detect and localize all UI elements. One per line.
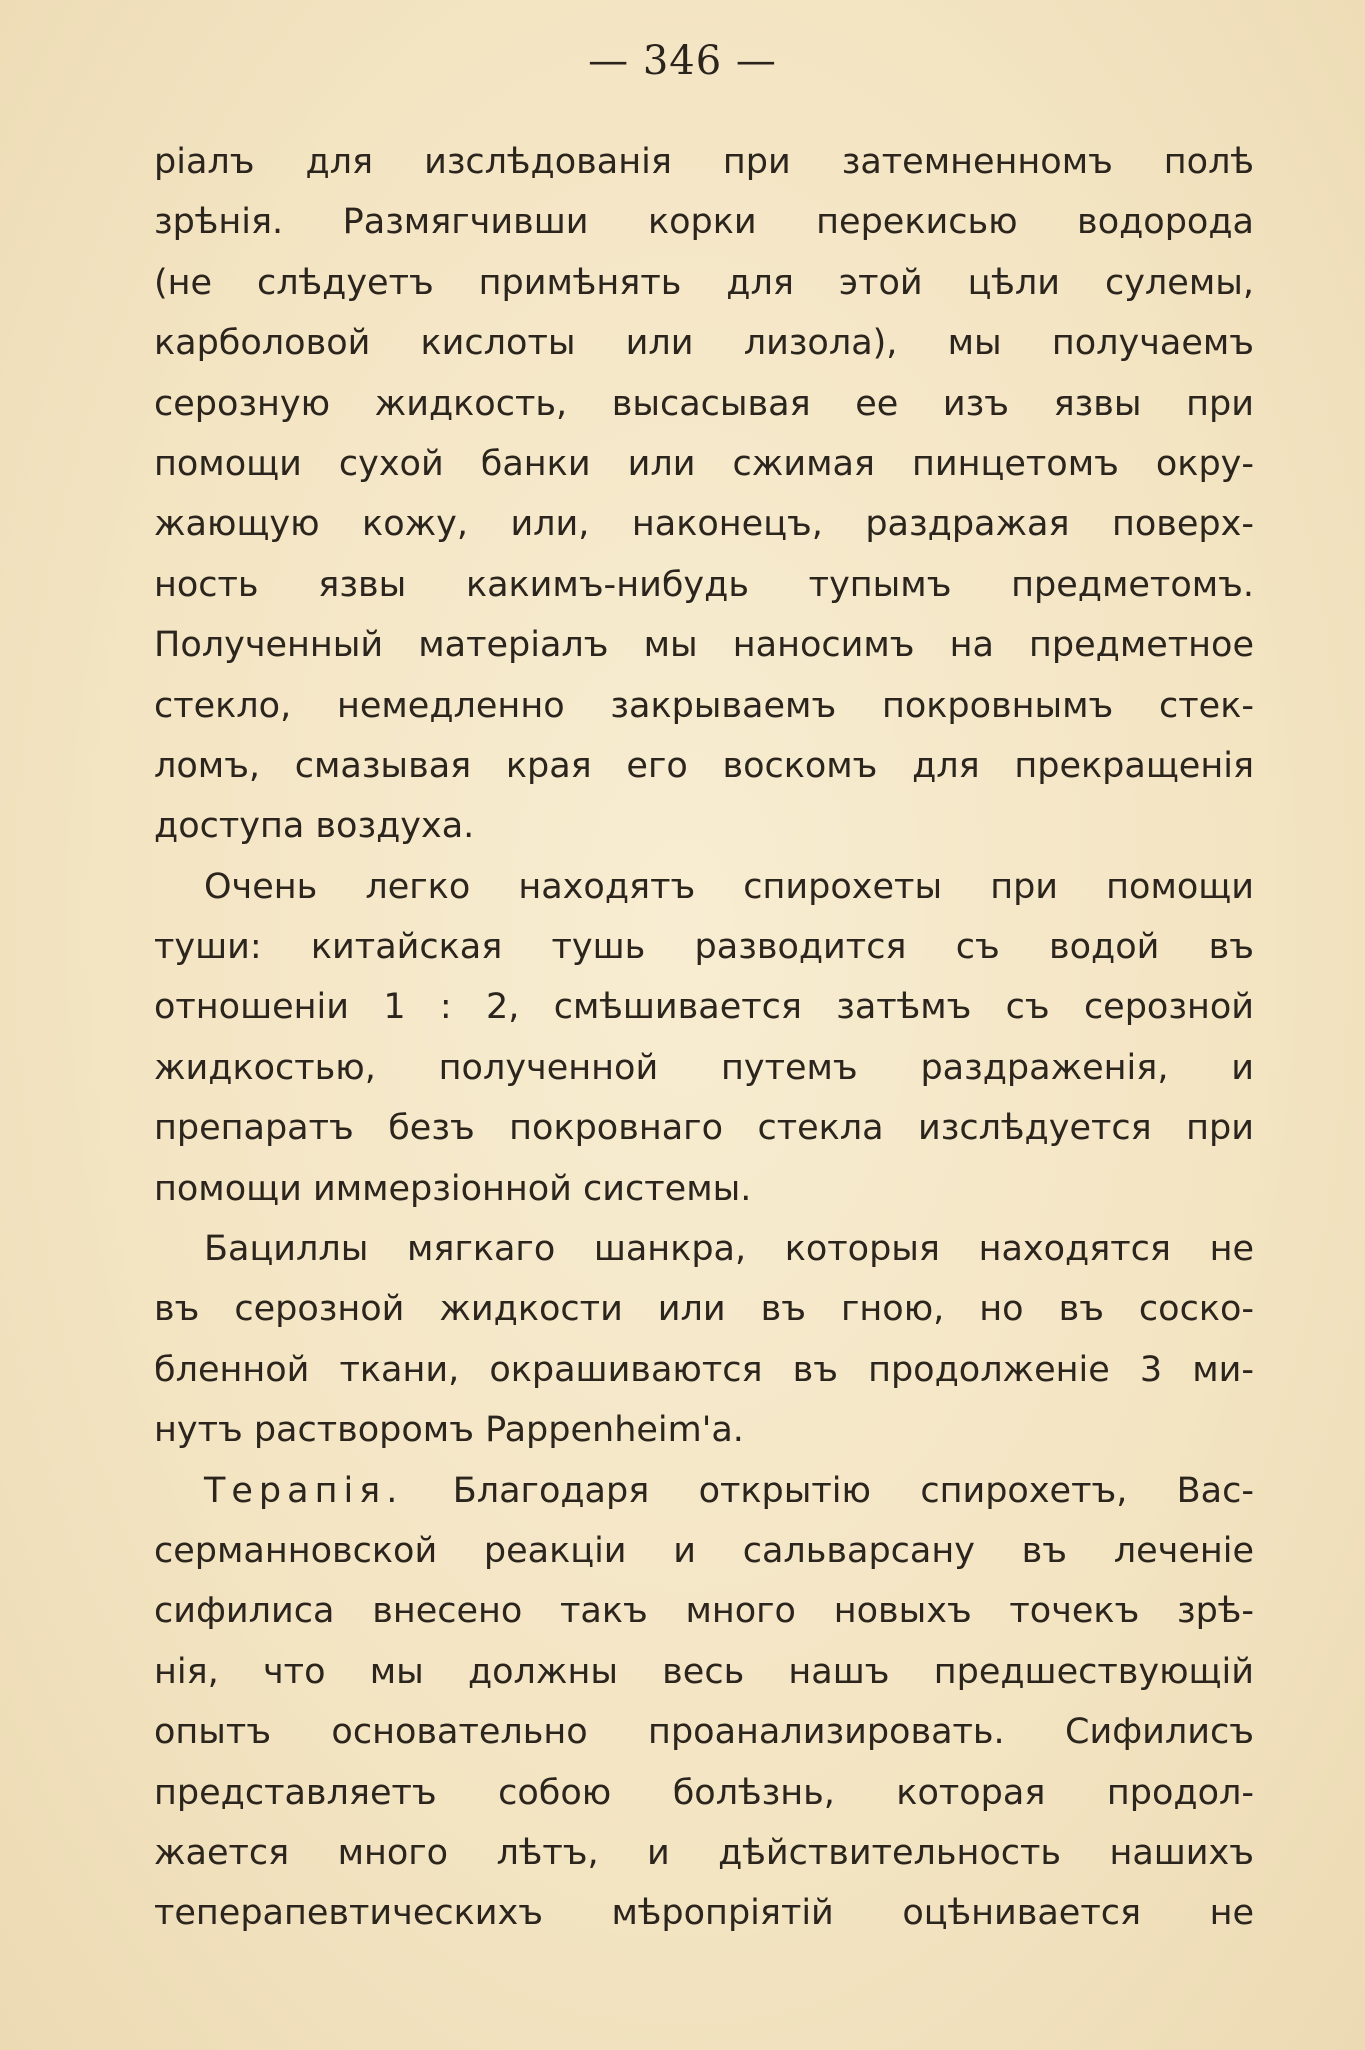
text-line: доступа воздуха.: [154, 806, 475, 847]
text-line: бленной ткани, окрашиваются въ продолженіе 3 ми-: [154, 1349, 1254, 1390]
page-number: — 346 —: [588, 38, 777, 84]
text-line: Полученный матеріалъ мы наносимъ на предметное: [154, 625, 1254, 666]
text-line: препаратъ безъ покровнаго стекла изслѣдуется при: [154, 1108, 1254, 1149]
text-line: Бациллы мягкаго шанкра, которыя находятся не: [204, 1229, 1254, 1270]
paragraph-4: [154, 1461, 1254, 1944]
text-line: нутъ растворомъ Pappenheim'a.: [154, 1410, 744, 1451]
text-line: жающую кожу, или, наконецъ, раздражая поверх-: [154, 504, 1254, 545]
text-line: отношеніи 1 : 2, смѣшивается затѣмъ съ серозной: [154, 987, 1254, 1028]
paragraph-3: [154, 1219, 1254, 1461]
text-line: жается много лѣтъ, и дѣйствительность нашихъ: [154, 1832, 1254, 1873]
section-lead: Терапія.: [204, 1470, 404, 1511]
text-line: серманновской реакціи и сальварсану въ леченіе: [154, 1530, 1254, 1571]
text-line: ность язвы какимъ-нибудь тупымъ предметомъ.: [154, 564, 1254, 605]
text-line: зрѣнія. Размягчивши корки перекисью водорода: [154, 202, 1254, 243]
text-line: серозную жидкость, высасывая ее изъ язвы при: [154, 383, 1254, 424]
text-line: жидкостью, полученной путемъ раздраженія, и: [154, 1047, 1254, 1088]
text-line: нія, что мы должны весь нашъ предшествующій: [154, 1651, 1254, 1692]
text-line: (не слѣдуетъ примѣнять для этой цѣли сулемы,: [154, 262, 1254, 303]
text-line: стекло, немедленно закрываемъ покровнымъ стек-: [154, 685, 1254, 726]
text-line: карболовой кислоты или лизола), мы получаемъ: [154, 323, 1254, 364]
text-line-rest: Благодаря открытію спирохетъ, Вас-: [403, 1470, 1254, 1511]
paragraph-2: [154, 857, 1254, 1219]
text-line: туши: китайская тушь разводится съ водой въ: [154, 927, 1254, 968]
text-line: ломъ, смазывая края его воскомъ для прекращенія: [154, 745, 1254, 786]
text-line: представляетъ собою болѣзнь, которая продол-: [154, 1772, 1254, 1813]
text-line: помощи сухой банки или сжимая пинцетомъ окру-: [154, 443, 1254, 484]
text-line: помощи иммерзіонной системы.: [154, 1168, 752, 1209]
text-line: теперапевтическихъ мѣропріятій оцѣнивается не: [154, 1893, 1254, 1934]
text-line: Очень легко находятъ спирохеты при помощи: [204, 866, 1254, 907]
text-line: въ серозной жидкости или въ гною, но въ соско-: [154, 1289, 1254, 1330]
text-line: ріалъ для изслѣдованія при затемненномъ полѣ: [154, 142, 1254, 182]
text-line: сифилиса внесено такъ много новыхъ точекъ зрѣ-: [154, 1591, 1254, 1632]
text-line: [154, 1461, 1254, 1521]
paragraph-1: [154, 132, 1254, 857]
body-text: [154, 132, 1254, 1944]
text-line: опытъ основательно проанализировать. Сифилисъ: [154, 1712, 1254, 1753]
